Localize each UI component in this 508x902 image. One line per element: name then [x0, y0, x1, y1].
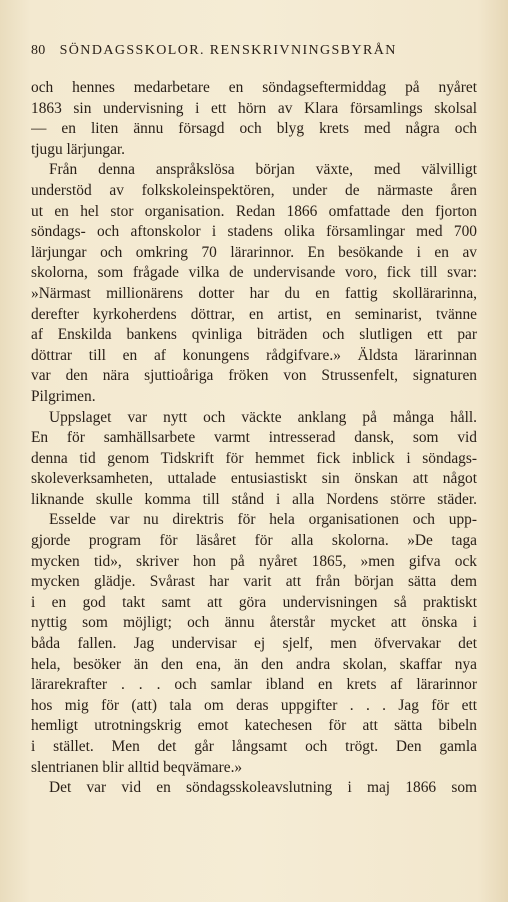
- text-line: lärjungar och omkring 70 lärarinnor. En besökande i en av: [31, 243, 477, 261]
- text-line: gjorde program för läsåret för alla skolorna. »De taga: [31, 532, 477, 550]
- text-line: nyttig som möjligt; och ännu återstår mycket att önska i: [31, 614, 477, 632]
- text-line: i en god takt samt att göra undervisningen så praktiskt: [31, 593, 477, 611]
- text-line: skolorna, som frågade vilka de undervisande voro, fick till svar:: [31, 264, 477, 282]
- text-line: hos mig för (att) tala om deras uppgifter . . . Jag för ett: [31, 696, 477, 714]
- text-line: En för samhällsarbete varmt intresserad dansk, som vid: [31, 429, 477, 447]
- text-line: understöd av folkskoleinspektören, under de närmaste åren: [31, 181, 477, 199]
- text-line: och hennes medarbetare en söndagseftermiddag på nyåret: [31, 79, 477, 96]
- text-line: mycken tid», skriver hon på nyåret 1865, »men gifva ock: [31, 552, 477, 570]
- running-head: SÖNDAGSSKOLOR. RENSKRIVNINGSBYRÅN: [59, 43, 397, 58]
- text-line: »Närmast millionärens dotter har du en fattig skollärarinna,: [31, 284, 477, 302]
- text-line: Esselde var nu direktris för hela organisationen och upp-: [49, 511, 477, 529]
- text-line: Från denna anspråkslösa början växte, med välvilligt: [49, 161, 477, 179]
- text-line: 1863 sin undervisning i ett hörn av Klara församlings skolsal: [31, 99, 477, 117]
- text-line: derefter kyrkoherdens döttrar, en artist, en seminarist, tvänne: [31, 305, 477, 323]
- text-line: Pilgrimen.: [31, 387, 96, 405]
- page-number: 80: [31, 43, 46, 58]
- text-line: slentrianen blir alltid beqvämare.»: [31, 758, 243, 776]
- text-line: tjugu lärjungar.: [31, 140, 126, 158]
- text-line: denna tid genom Tidskrift för hemmet fick inblick i söndags-: [31, 449, 477, 467]
- text-line: skoleverksamheten, uttalade entusiastiskt sin önskan att något: [31, 470, 477, 488]
- text-line: båda fallen. Jag undervisar ej sjelf, men öfvervakar det: [31, 635, 477, 653]
- text-line: lärarekrafter . . . och samlar ibland en krets af lärarinnor: [31, 676, 477, 694]
- text-line: var den nära sjuttioåriga fröken von Strussenfelt, signaturen: [31, 367, 477, 385]
- body-text: [31, 78, 477, 799]
- text-line: i stället. Men det går långsamt och trögt. Den gamla: [31, 738, 477, 755]
- text-line: Det var vid en söndagsskoleavslutning i maj 1866 som: [49, 779, 477, 797]
- text-line: söndags- och aftonskolor i stadens olika församlingar med 700: [31, 223, 477, 241]
- text-line: hemligt utrotningskrig emot katechesen för att sätta bibeln: [31, 717, 477, 735]
- page-header: [31, 43, 477, 59]
- text-line: af Enskilda bankens qvinliga biträden och slutligen ett par: [31, 326, 477, 344]
- text-line: hela, besöker än den ena, än den andra skolan, skaffar nya: [31, 655, 477, 673]
- text-line: liknande skulle komma till stånd i alla Nordens större städer.: [31, 490, 477, 508]
- text-line: — en liten ännu försagd och blyg krets med några och: [31, 120, 477, 138]
- text-line: Uppslaget var nytt och väckte anklang på många håll.: [49, 408, 477, 426]
- text-line: mycken glädje. Svårast har varit att från början sätta dem: [31, 573, 477, 591]
- text-line: döttrar till en af konungens rådgifvare.» Äldsta lärarinnan: [31, 346, 477, 364]
- text-line: ut en hel stor organisation. Redan 1866 omfattade den fjorton: [31, 202, 477, 220]
